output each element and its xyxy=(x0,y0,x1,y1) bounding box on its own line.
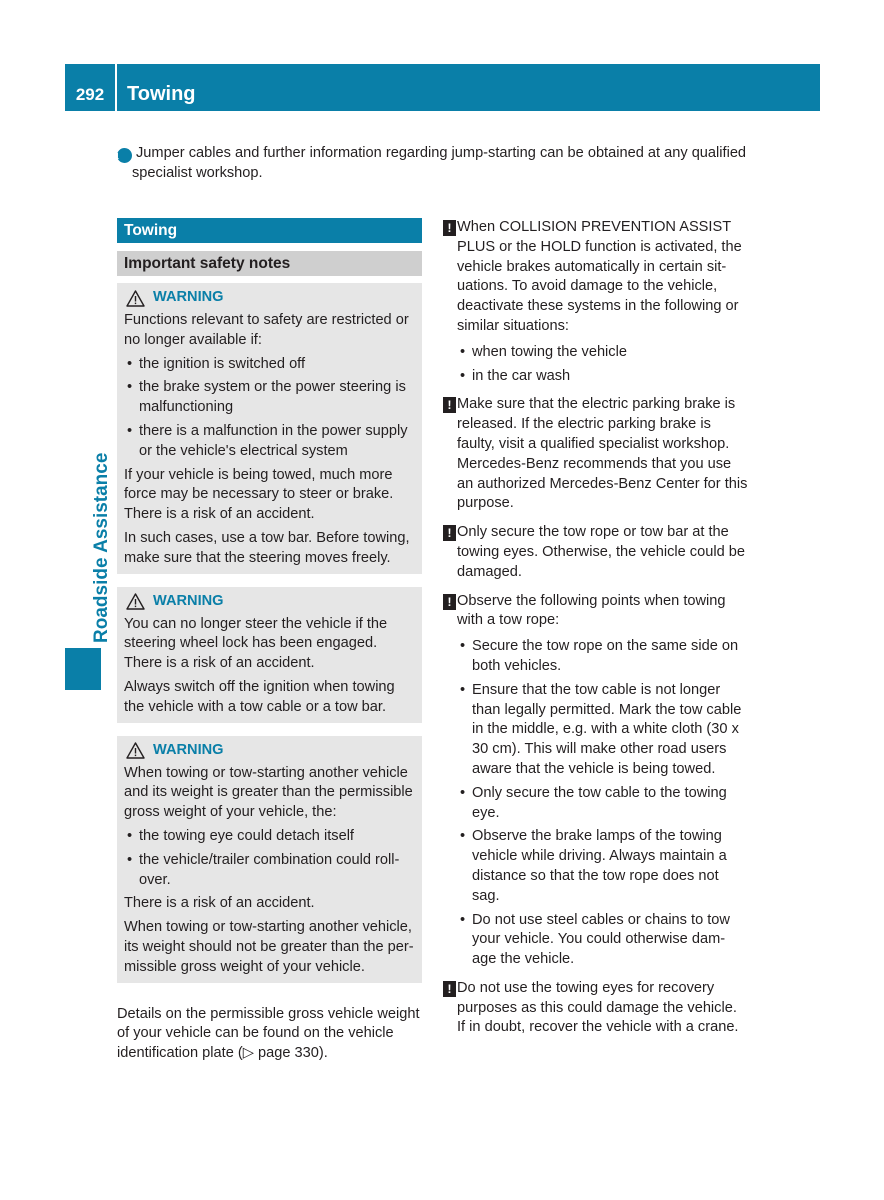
warning-label: WARNING xyxy=(153,741,224,758)
warning-triangle-icon xyxy=(126,742,145,759)
info-icon: i xyxy=(117,148,132,163)
right-column xyxy=(443,218,749,1047)
list-item: • the brake system or the power steering is malfunctioning xyxy=(124,378,415,418)
list-item: • Secure the tow rope on the same side on both vehicles. xyxy=(457,637,749,677)
list-item: • Ensure that the tow cable is not longer than legally permitted. Mark the tow cable in the middle, e.g. with a white cloth (30 x 30 cm). This will make other road users aware that the vehicle is being towed. xyxy=(457,681,749,780)
warning-paragraph: When towing or tow-starting another vehicle, its weight should not be greater than the per-missible gross weight of your vehicle. xyxy=(124,919,414,975)
exclamation-icon: ! xyxy=(443,594,456,610)
warning-intro: Functions relevant to safety are restricted or no longer available if: xyxy=(124,312,409,348)
section-heading: Towing xyxy=(117,218,422,243)
subheading: Important safety notes xyxy=(117,251,422,276)
bullet-list xyxy=(124,827,415,890)
warning-box xyxy=(117,283,422,574)
list-item: • the towing eye could detach itself xyxy=(124,827,415,847)
details-text: Details on the permissible gross vehicle weight of your vehicle can be found on the vehicle identification plate (▷ page 330). xyxy=(117,1005,420,1062)
info-note-text: Jumper cables and further information regarding jump-starting can be obtained at any qualified specialist workshop. xyxy=(132,145,747,181)
warning-label: WARNING xyxy=(153,289,224,306)
exclamation-icon: ! xyxy=(443,220,456,236)
bullet-list xyxy=(457,343,749,387)
warning-triangle-icon xyxy=(126,290,145,307)
caution-note xyxy=(443,218,749,386)
list-item: • there is a malfunction in the power supply or the vehicle's electrical system xyxy=(124,422,415,462)
warning-label: WARNING xyxy=(153,592,224,609)
note-text: Observe the following points when towing with a tow rope: xyxy=(457,592,726,629)
list-item: • the ignition is switched off xyxy=(124,355,415,375)
list-item: • Only secure the tow cable to the towing eye. xyxy=(457,784,749,824)
caution-note xyxy=(443,395,749,514)
details-paragraph xyxy=(117,1005,422,1064)
warning-header xyxy=(124,739,415,763)
warning-paragraph: You can no longer steer the vehicle if the steering wheel lock has been engaged. There is a risk of an accident. xyxy=(124,615,388,672)
page-title: Towing xyxy=(127,83,196,106)
page-number: 292 xyxy=(65,64,117,111)
side-tab-label: Roadside Assistance xyxy=(91,452,112,643)
list-item: • Do not use steel cables or chains to tow your vehicle. You could otherwise dam-age the vehicle. xyxy=(457,911,749,970)
list-item: • Observe the brake lamps of the towing vehicle while driving. Always maintain a distance so that the tow rope does not sag. xyxy=(457,827,749,906)
warning-paragraph: If your vehicle is being towed, much more force may be necessary to steer or brake. There is a risk of an accident. xyxy=(124,466,394,523)
caution-note xyxy=(443,979,749,1038)
exclamation-icon: ! xyxy=(443,397,456,413)
note-text: Only secure the tow rope or tow bar at the towing eyes. Otherwise, the vehicle could be damaged. xyxy=(457,524,745,580)
side-tab-marker xyxy=(65,648,101,690)
note-text: Do not use the towing eyes for recovery purposes as this could damage the vehicle. If in doubt, recover the vehicle with a crane. xyxy=(457,979,739,1036)
warning-header xyxy=(124,590,415,614)
bullet-list xyxy=(124,355,415,462)
info-note xyxy=(114,143,747,183)
left-column xyxy=(117,218,422,1064)
warning-paragraph: Always switch off the ignition when towing the vehicle with a tow cable or a tow bar. xyxy=(124,678,395,715)
warning-paragraph: There is a risk of an accident. xyxy=(124,895,315,912)
caution-note xyxy=(443,523,749,582)
note-text: When COLLISION PREVENTION ASSIST PLUS or the HOLD function is activated, the vehicle brakes automatically in certain sit-uations. To avoid damage to the vehicle, deactivate these systems in the following or similar situations: xyxy=(457,219,742,334)
list-item: • in the car wash xyxy=(457,367,749,387)
warning-triangle-icon xyxy=(126,593,145,610)
warning-header xyxy=(124,286,415,310)
exclamation-icon: ! xyxy=(443,981,456,997)
warning-box xyxy=(117,587,422,723)
bullet-list xyxy=(457,637,749,970)
warning-intro: When towing or tow-starting another vehicle and its weight is greater than the permissible gross weight of your vehicle, the: xyxy=(124,764,413,821)
exclamation-icon: ! xyxy=(443,525,456,541)
list-item: • when towing the vehicle xyxy=(457,343,749,363)
warning-paragraph: In such cases, use a tow bar. Before towing, make sure that the steering moves freely. xyxy=(124,529,410,566)
caution-note xyxy=(443,592,749,970)
note-text: Make sure that the electric parking brake is released. If the electric parking brake is faulty, visit a qualified specialist workshop. Mercedes-Benz recommends that you use an authorized Mercedes-Benz Center for this purpose. xyxy=(457,396,748,512)
page-header xyxy=(65,64,820,111)
list-item: • the vehicle/trailer combination could roll-over. xyxy=(124,851,415,891)
warning-box xyxy=(117,736,422,983)
